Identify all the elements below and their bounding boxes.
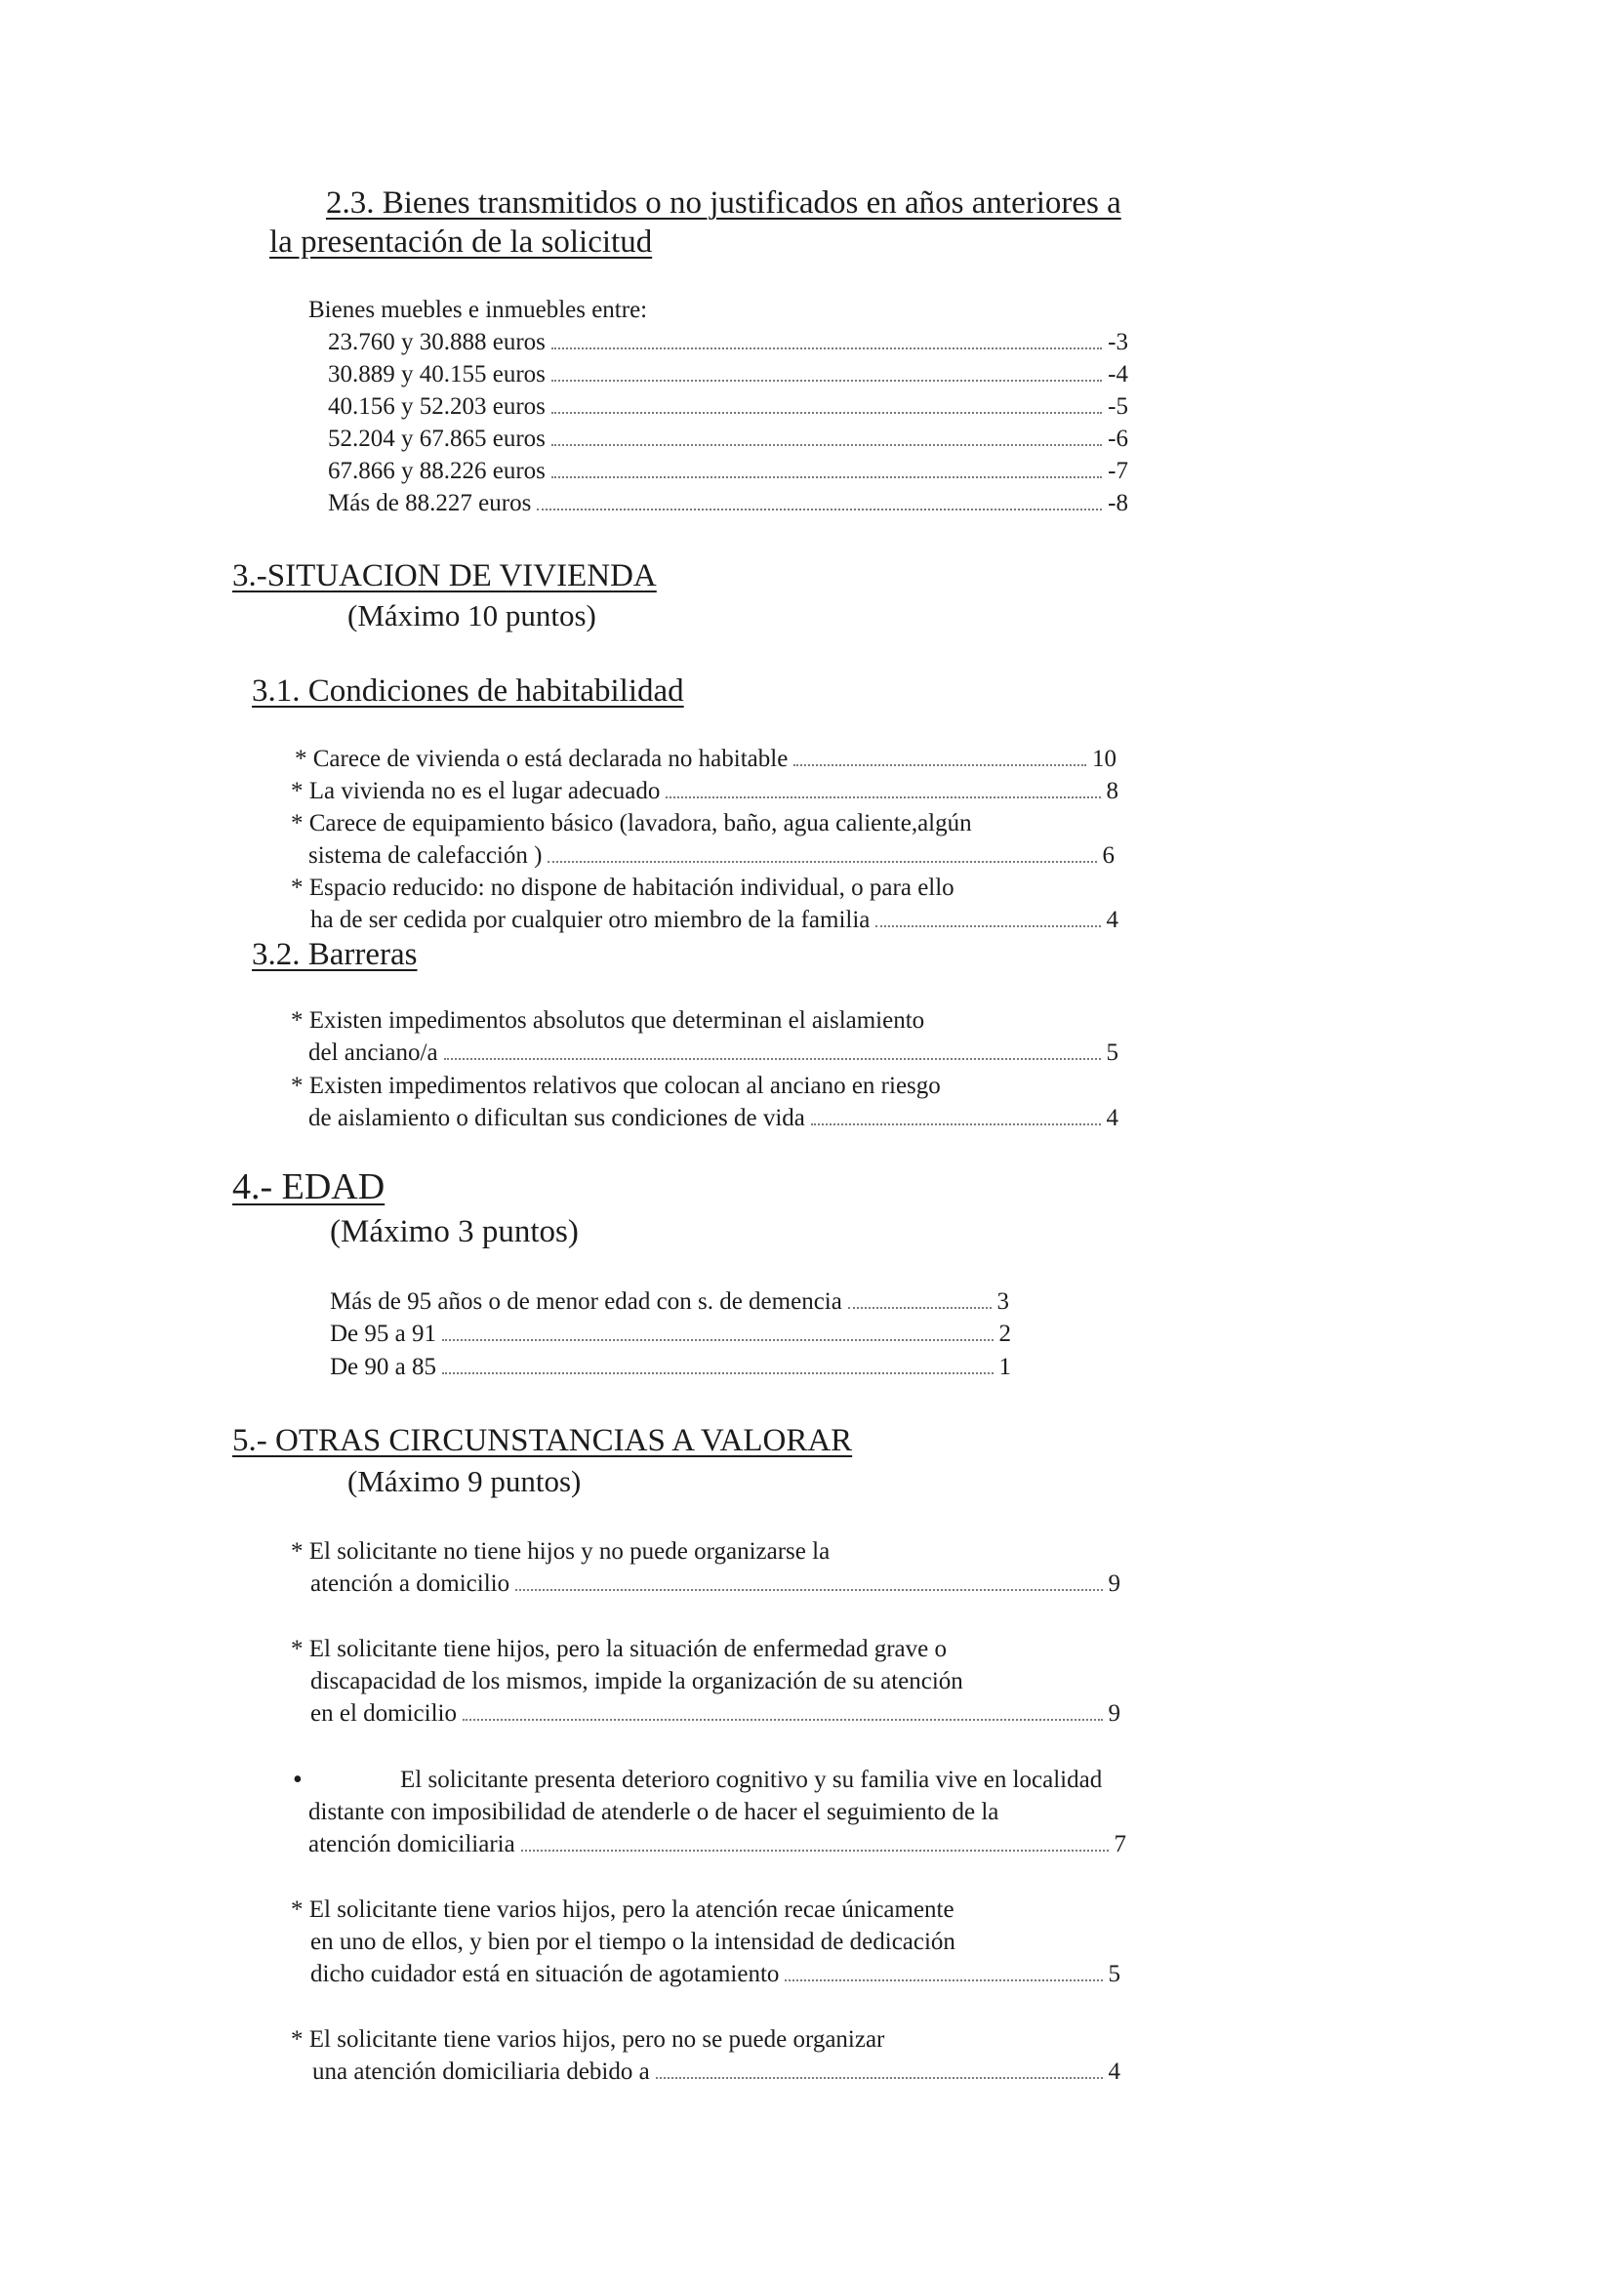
criterion-row bbox=[308, 1105, 1118, 1132]
section-5-max: (Máximo 9 puntos) bbox=[347, 1464, 582, 1498]
section-4-max: (Máximo 3 puntos) bbox=[330, 1214, 579, 1249]
points-value: 4 bbox=[1108, 2058, 1120, 2085]
points-value: 9 bbox=[1108, 1700, 1120, 1727]
row-value: 1 bbox=[998, 1354, 1011, 1380]
dot-leader bbox=[548, 861, 1096, 863]
criterion-text: * Carece de equipamiento básico (lavadora, baño, agua caliente,algún bbox=[291, 810, 972, 836]
criterion-text: atención a domicilio bbox=[310, 1570, 510, 1597]
dot-leader bbox=[656, 2077, 1103, 2079]
dot-leader bbox=[521, 1850, 1109, 1852]
row-value: 2 bbox=[998, 1321, 1011, 1347]
criterion-row bbox=[291, 778, 1118, 805]
asset-range-row bbox=[328, 361, 1128, 388]
row-value: -3 bbox=[1108, 329, 1128, 355]
row-value: -6 bbox=[1108, 426, 1128, 452]
dot-leader bbox=[785, 1979, 1102, 1981]
criterion-text: sistema de calefacción ) bbox=[308, 842, 543, 869]
criterion-text: * El solicitante tiene varios hijos, pero no se puede organizar bbox=[291, 2026, 885, 2053]
points-value: 5 bbox=[1108, 1961, 1120, 1987]
points-value: 4 bbox=[1106, 1105, 1118, 1131]
row-label: Más de 88.227 euros bbox=[328, 490, 532, 516]
section-2-3-title-line1: 2.3. Bienes transmitidos o no justificados en años anteriores a bbox=[326, 185, 1121, 221]
row-label: 23.760 y 30.888 euros bbox=[328, 329, 546, 355]
criterion-row bbox=[308, 1039, 1118, 1067]
points-value: 8 bbox=[1106, 778, 1118, 804]
criterion-text: * Existen impedimentos absolutos que determinan el aislamiento bbox=[291, 1007, 925, 1034]
points-value: 7 bbox=[1114, 1831, 1126, 1857]
dot-leader bbox=[444, 1058, 1101, 1060]
section-3-title: 3.-SITUACION DE VIVIENDA bbox=[232, 558, 657, 593]
section-2-3-title-line2: la presentación de la solicitud bbox=[269, 224, 653, 260]
bullet-icon: • bbox=[293, 1765, 303, 1795]
section-5-title: 5.- OTRAS CIRCUNSTANCIAS A VALORAR bbox=[232, 1423, 853, 1458]
criterion-text: del anciano/a bbox=[308, 1039, 438, 1066]
age-row bbox=[330, 1288, 1009, 1316]
criterion-row bbox=[295, 746, 1116, 773]
criterion-text: distante con imposibilidad de atenderle o de hacer el seguimiento de la bbox=[308, 1799, 999, 1825]
criterion-text: * Espacio reducido: no dispone de habitación individual, o para ello bbox=[291, 875, 954, 901]
age-row bbox=[330, 1354, 1011, 1381]
section-3-max: (Máximo 10 puntos) bbox=[347, 598, 596, 632]
criterion-text: * El solicitante no tiene hijos y no puede organizarse la bbox=[291, 1538, 831, 1565]
age-row bbox=[330, 1321, 1011, 1348]
row-label: 52.204 y 67.865 euros bbox=[328, 426, 546, 452]
criterion-text: dicho cuidador está en situación de agotamiento bbox=[310, 1961, 780, 1987]
criterion-text: ha de ser cedida por cualquier otro miembro de la familia bbox=[310, 907, 871, 933]
section-4-title: 4.- EDAD bbox=[232, 1166, 386, 1207]
criterion-row bbox=[310, 1961, 1120, 1988]
criterion-row bbox=[308, 1831, 1126, 1858]
row-value: -7 bbox=[1108, 458, 1128, 484]
criterion-row bbox=[312, 2058, 1120, 2086]
subsection-3-1-title: 3.1. Condiciones de habitabilidad bbox=[252, 673, 684, 709]
row-label: Más de 95 años o de menor edad con s. de demencia bbox=[330, 1288, 842, 1315]
criterion-row bbox=[310, 1700, 1120, 1728]
criterion-text: * El solicitante tiene varios hijos, pero la atención recae únicamente bbox=[291, 1896, 954, 1923]
points-value: 6 bbox=[1102, 842, 1115, 869]
dot-leader bbox=[551, 412, 1102, 414]
dot-leader bbox=[442, 1372, 994, 1374]
criterion-text: una atención domiciliaria debido a bbox=[312, 2058, 650, 2085]
criterion-text: * Carece de vivienda o está declarada no habitable bbox=[295, 746, 789, 772]
asset-range-row bbox=[328, 490, 1128, 517]
criterion-text: en el domicilio bbox=[310, 1700, 457, 1727]
row-value: 3 bbox=[996, 1288, 1009, 1315]
criterion-row bbox=[308, 842, 1115, 870]
points-value: 9 bbox=[1108, 1570, 1120, 1597]
row-value: -4 bbox=[1108, 361, 1128, 387]
points-value: 10 bbox=[1092, 746, 1116, 772]
row-label: De 90 a 85 bbox=[330, 1354, 436, 1380]
section-2-3-intro: Bienes muebles e inmuebles entre: bbox=[308, 297, 648, 323]
subsection-3-2-title: 3.2. Barreras bbox=[252, 937, 418, 972]
dot-leader bbox=[793, 764, 1086, 766]
criterion-text: El solicitante presenta deterioro cognitivo y su familia vive en localidad bbox=[400, 1767, 1103, 1793]
criterion-text: * El solicitante tiene hijos, pero la situación de enfermedad grave o bbox=[291, 1636, 947, 1662]
dot-leader bbox=[666, 796, 1100, 798]
dot-leader bbox=[811, 1123, 1101, 1125]
criterion-text: discapacidad de los mismos, impide la organización de su atención bbox=[310, 1668, 963, 1694]
row-label: 40.156 y 52.203 euros bbox=[328, 393, 546, 420]
row-value: -5 bbox=[1108, 393, 1128, 420]
asset-range-row bbox=[328, 426, 1128, 453]
dot-leader bbox=[537, 509, 1102, 510]
points-value: 4 bbox=[1106, 907, 1118, 933]
dot-leader bbox=[463, 1719, 1103, 1721]
dot-leader bbox=[551, 476, 1102, 478]
row-label: 67.866 y 88.226 euros bbox=[328, 458, 546, 484]
points-value: 5 bbox=[1106, 1039, 1118, 1066]
row-label: De 95 a 91 bbox=[330, 1321, 436, 1347]
dot-leader bbox=[551, 444, 1102, 446]
criterion-text: * La vivienda no es el lugar adecuado bbox=[291, 778, 661, 804]
asset-range-row bbox=[328, 329, 1128, 356]
dot-leader bbox=[551, 347, 1102, 349]
criterion-text: de aislamiento o dificultan sus condiciones de vida bbox=[308, 1105, 805, 1131]
dot-leader bbox=[875, 925, 1100, 927]
dot-leader bbox=[442, 1339, 994, 1341]
criterion-text: en uno de ellos, y bien por el tiempo o la intensidad de dedicación bbox=[310, 1929, 955, 1955]
asset-range-row bbox=[328, 458, 1128, 485]
asset-range-row bbox=[328, 393, 1128, 421]
row-value: -8 bbox=[1108, 490, 1128, 516]
dot-leader bbox=[515, 1589, 1102, 1591]
criterion-text: * Existen impedimentos relativos que colocan al anciano en riesgo bbox=[291, 1073, 941, 1099]
criterion-row bbox=[310, 907, 1118, 934]
row-label: 30.889 y 40.155 euros bbox=[328, 361, 546, 387]
dot-leader bbox=[848, 1307, 992, 1309]
criterion-text: atención domiciliaria bbox=[308, 1831, 515, 1857]
dot-leader bbox=[551, 380, 1102, 382]
criterion-row bbox=[310, 1570, 1120, 1598]
